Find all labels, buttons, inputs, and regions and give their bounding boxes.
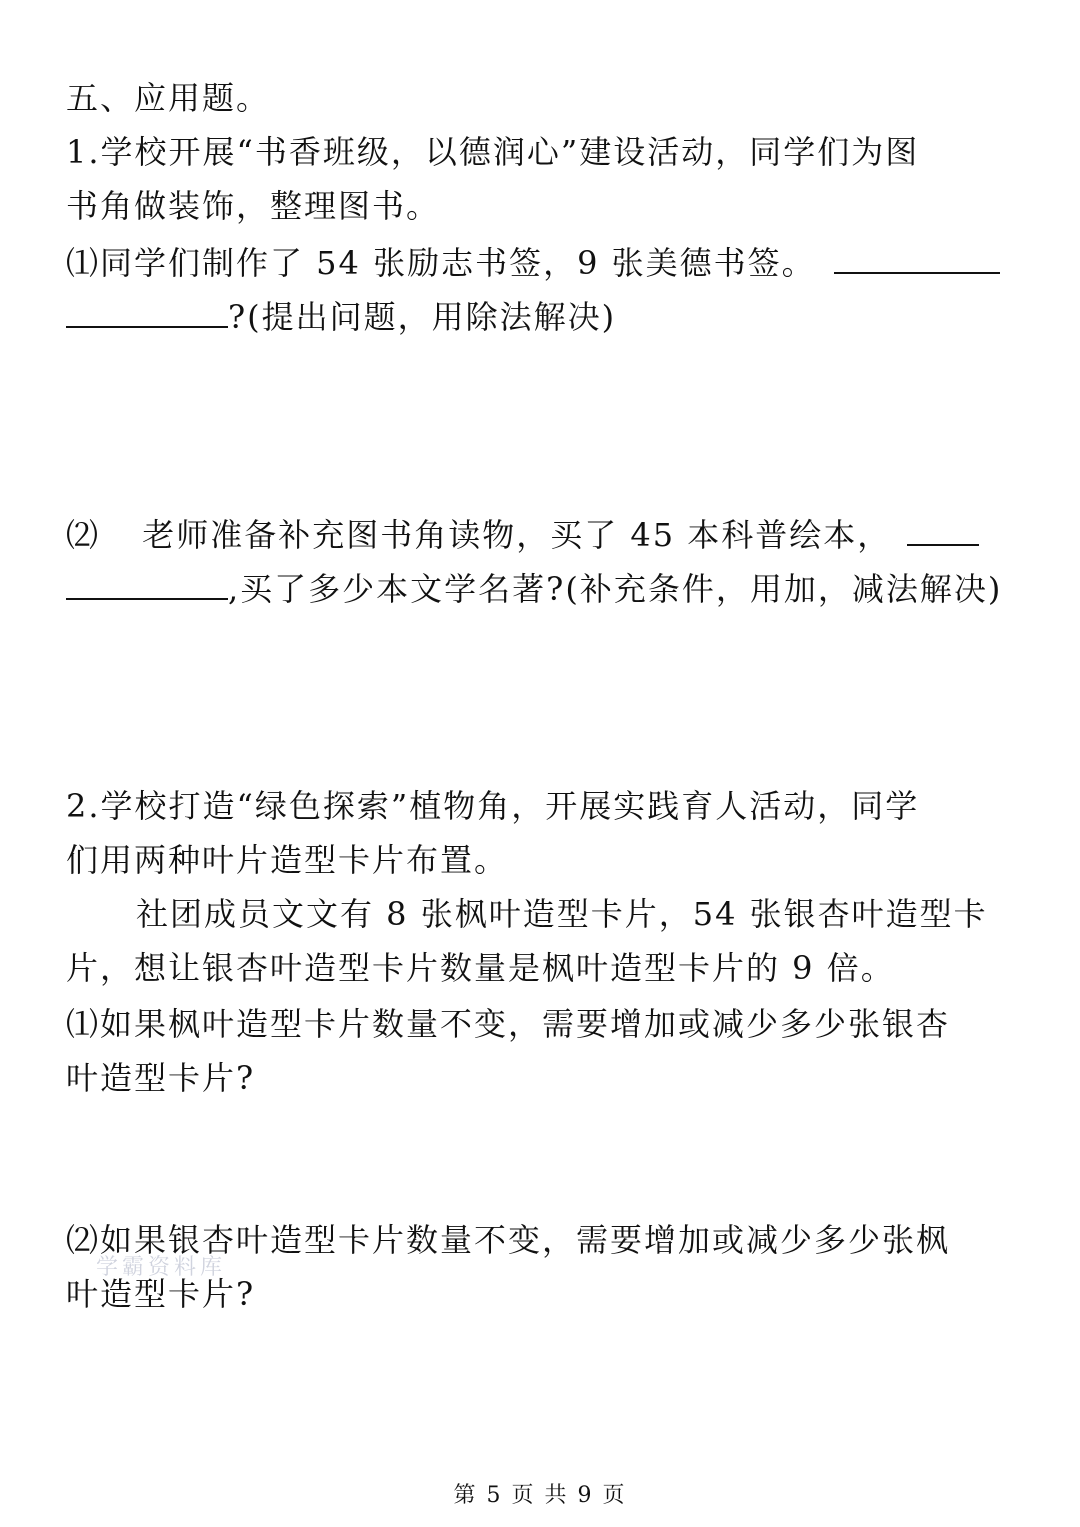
q2-stem-line1: 2.学校打造“绿色探索”植物角，开展实践育人活动，同学: [66, 787, 920, 825]
q2-part2-line2: 叶造型卡片?: [66, 1275, 256, 1313]
q1-part2-label: ⑵: [66, 516, 101, 554]
q1-part1-line1: [66, 242, 1000, 283]
q1-part2-line2: [66, 568, 1002, 609]
answer-blank[interactable]: [834, 242, 1000, 274]
q1-part1-text: ⑴同学们制作了 54 张励志书签，9 张美德书签。: [66, 244, 816, 282]
q2-part1-line1: ⑴如果枫叶造型卡片数量不变，需要增加或减少多少张银杏: [66, 1005, 951, 1043]
q2-info-line1: 社团成员文文有 8 张枫叶造型卡片，54 张银杏叶造型卡: [136, 895, 988, 933]
q1-part1-line2: [66, 296, 616, 337]
q2-part1-line2: 叶造型卡片?: [66, 1059, 256, 1097]
q1-part1-tail: ?(提出问题，用除法解决): [228, 298, 617, 336]
page-footer: 第 5 页 共 9 页: [453, 1483, 627, 1508]
answer-blank[interactable]: [66, 296, 228, 328]
q1-stem-line2: 书角做装饰，整理图书。: [66, 187, 441, 225]
answer-blank[interactable]: [66, 568, 228, 600]
q1-stem-line1: 1.学校开展“书香班级，以德润心”建设活动，同学们为图: [66, 133, 920, 171]
q1-part2-text: 老师准备补充图书角读物，买了 45 本科普绘本，: [142, 516, 892, 554]
q2-part2-line1: ⑵如果银杏叶造型卡片数量不变，需要增加或减少多少张枫: [66, 1221, 951, 1259]
section-title: 五、应用题。: [66, 79, 271, 117]
q2-info-line2: 片，想让银杏叶造型卡片数量是枫叶造型卡片的 9 倍。: [66, 949, 895, 987]
answer-blank[interactable]: [907, 514, 979, 546]
q2-stem-line2: 们用两种叶片造型卡片布置。: [66, 841, 509, 879]
q1-part2-tail: ,买了多少本文学名著?(补充条件，用加，减法解决): [228, 570, 1003, 608]
watermark: 学霸资料库: [96, 1255, 227, 1280]
q1-part2-line1: [66, 514, 979, 555]
